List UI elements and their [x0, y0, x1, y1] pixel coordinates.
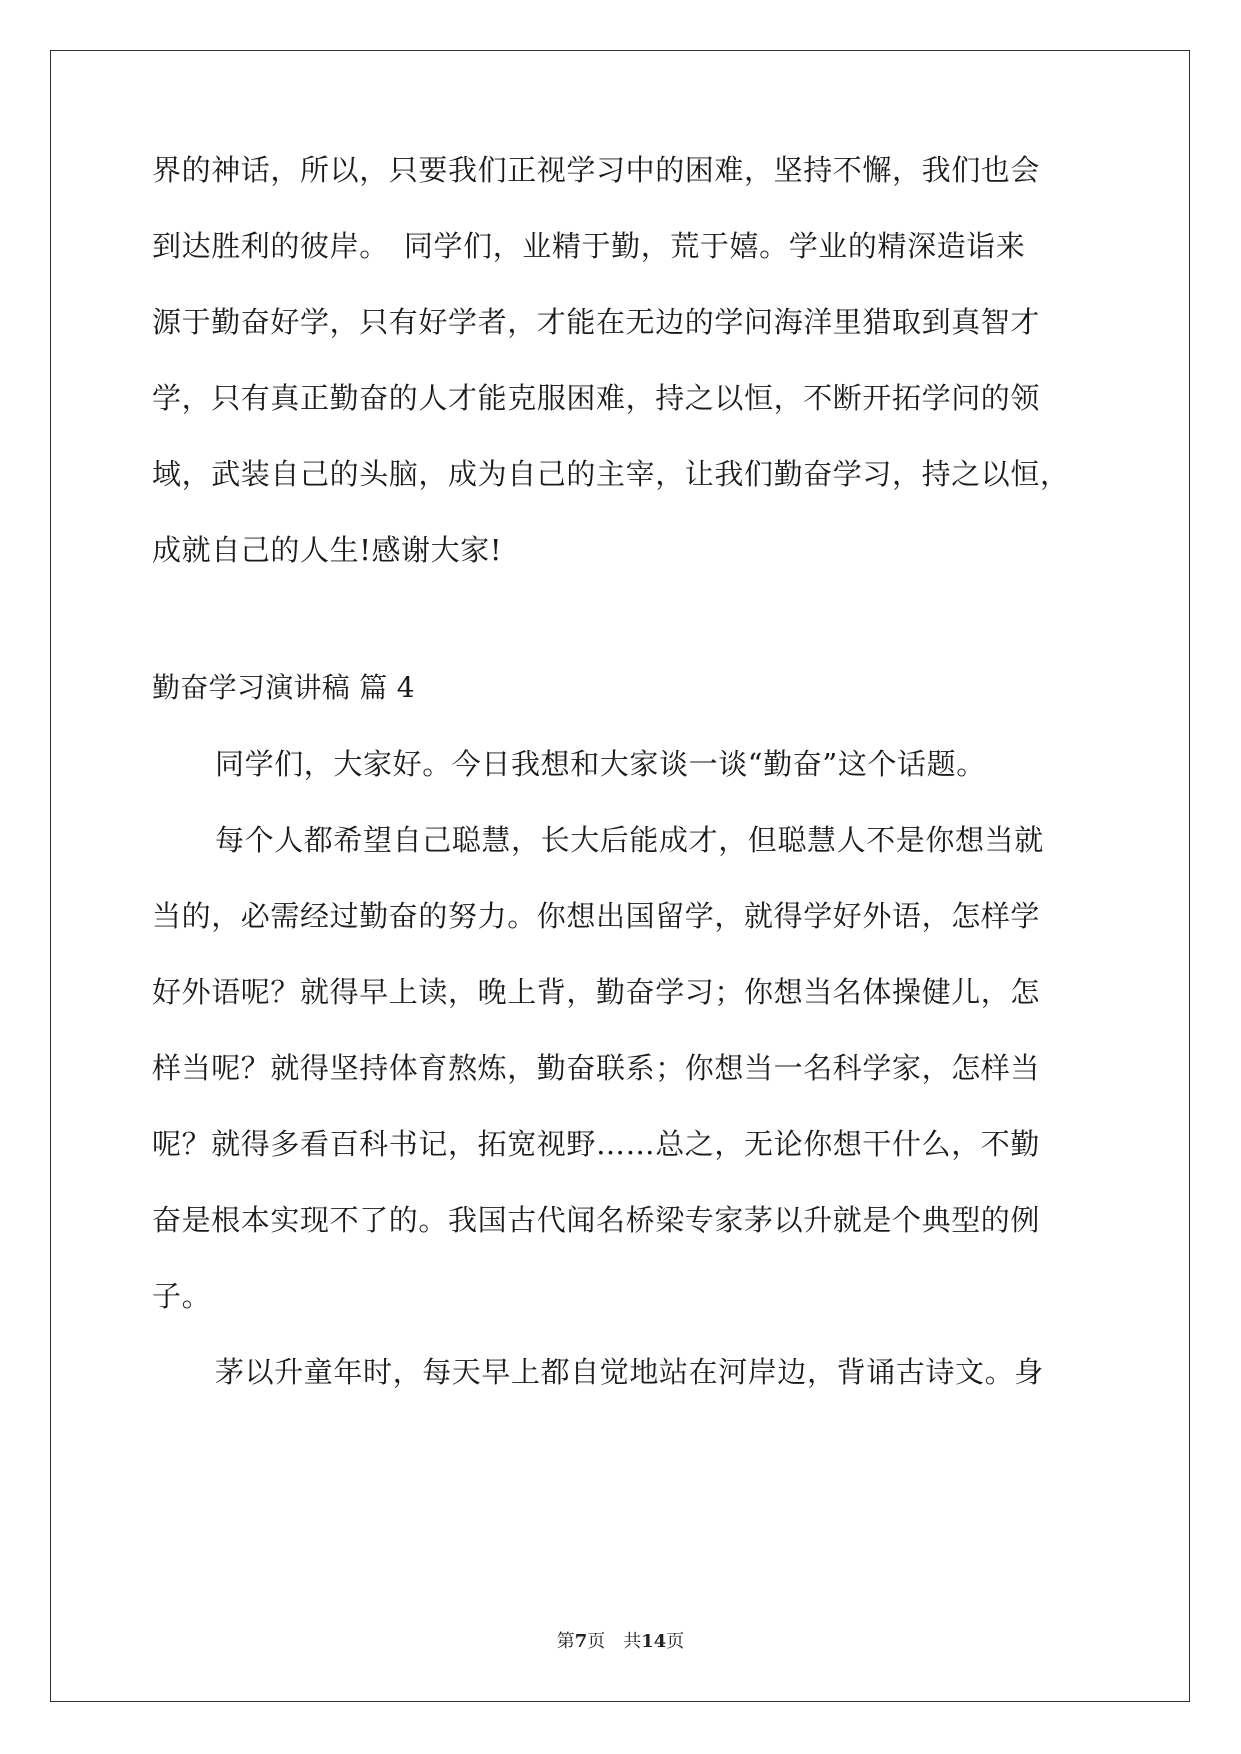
page-footer — [0, 1630, 1241, 1654]
text-line: 源于勤奋好学，只有好学者，才能在无边的学问海洋里猎取到真智才 — [152, 305, 1041, 339]
text-line: 界的神话，所以，只要我们正视学习中的困难，坚持不懈，我们也会 — [152, 153, 1041, 187]
text-line: 子。 — [152, 1279, 212, 1313]
total-pages: 14 — [641, 1631, 667, 1652]
page-border — [50, 50, 1190, 1702]
footer-prefix: 第 — [556, 1631, 575, 1652]
footer-total-prefix: 共 — [623, 1631, 642, 1652]
footer-page-suffix: 页 — [587, 1631, 606, 1652]
text-line: 学，只有真正勤奋的人才能克服困难，持之以恒，不断开拓学问的领 — [152, 381, 1041, 415]
footer-total-suffix: 页 — [666, 1631, 685, 1652]
text-line: 成就自己的人生!感谢大家! — [152, 533, 503, 567]
text-line: 当的，必需经过勤奋的努力。你想出国留学，就得学好外语，怎样学 — [152, 899, 1041, 933]
section-heading: 勤奋学习演讲稿 篇 4 — [152, 671, 415, 704]
text-line: 域，武装自己的头脑，成为自己的主宰，让我们勤奋学习，持之以恒， — [152, 457, 1070, 491]
text-line: 每个人都希望自己聪慧，长大后能成才，但聪慧人不是你想当就 — [215, 823, 1044, 857]
page-number: 7 — [574, 1631, 588, 1652]
text-line: 茅以升童年时，每天早上都自觉地站在河岸边，背诵古诗文。身 — [215, 1355, 1044, 1389]
text-line: 同学们，大家好。今日我想和大家谈一谈“勤奋”这个话题。 — [215, 747, 986, 781]
text-line: 奋是根本实现不了的。我国古代闻名桥梁专家茅以升就是个典型的例 — [152, 1203, 1041, 1237]
text-line: 呢？就得多看百科书记，拓宽视野……总之，无论你想干什么，不勤 — [152, 1127, 1041, 1161]
text-line: 到达胜利的彼岸。 同学们，业精于勤，荒于嬉。学业的精深造诣来 — [152, 229, 1026, 263]
text-line: 样当呢？就得坚持体育熬炼，勤奋联系；你想当一名科学家，怎样当 — [152, 1051, 1041, 1085]
text-line: 好外语呢？就得早上读，晚上背，勤奋学习；你想当名体操健儿，怎 — [152, 975, 1041, 1009]
